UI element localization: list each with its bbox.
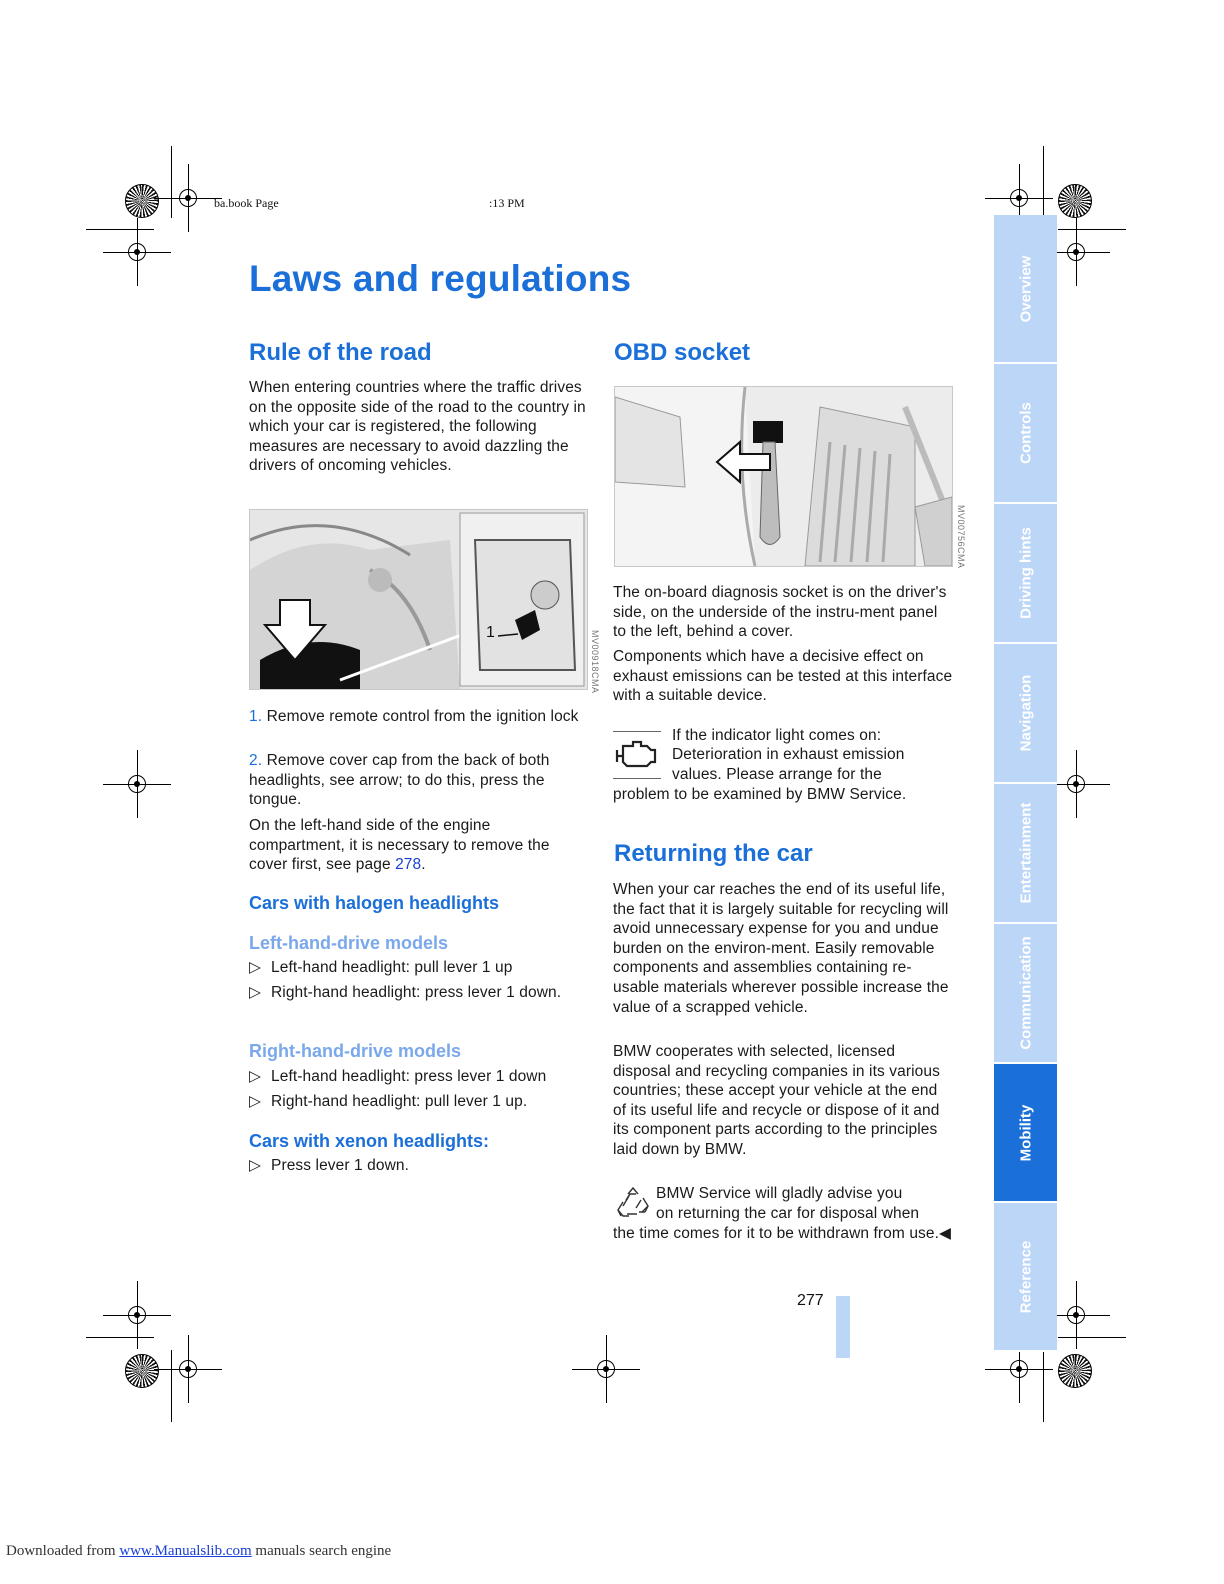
triangle-bullet-icon: ▷ bbox=[249, 984, 262, 1001]
obd-para-1: The on-board diagnosis socket is on the driver's side, on the underside of the instru-ment panel to the left, behind a cover. bbox=[613, 584, 947, 641]
tab-label: Driving hints bbox=[1017, 527, 1034, 619]
tab-reference[interactable] bbox=[994, 1203, 1057, 1352]
tab-label: Controls bbox=[1017, 402, 1034, 464]
recycle-icon bbox=[615, 1186, 651, 1222]
left-side-note: On the left-hand side of the engine compartment, it is necessary to remove the cover first, see page 278. bbox=[249, 817, 550, 874]
figure-code: MV00756CMA bbox=[956, 505, 966, 569]
halogen-heading: Cars with halogen headlights bbox=[249, 893, 500, 913]
triangle-bullet-icon: ▷ bbox=[249, 1157, 262, 1174]
lhd-heading: Left-hand-drive models bbox=[249, 933, 449, 953]
download-footer: Downloaded from www.Manualslib.com manuals search engine bbox=[6, 1543, 392, 1559]
tab-entertainment[interactable] bbox=[994, 784, 1057, 924]
headlight-figure bbox=[249, 509, 588, 690]
rosette-icon bbox=[125, 184, 159, 218]
obd-illustration bbox=[615, 387, 952, 566]
tab-mobility[interactable] bbox=[994, 1064, 1057, 1203]
recycle-note-rest: the time comes for it to be withdrawn from use.◀ bbox=[613, 1225, 952, 1242]
tab-label: Mobility bbox=[1017, 1104, 1034, 1161]
list-item: ▷ Left-hand headlight: pull lever 1 up bbox=[249, 959, 513, 976]
page-number-bar bbox=[836, 1296, 850, 1358]
end-marker-icon: ◀ bbox=[939, 1225, 952, 1242]
tab-label: Navigation bbox=[1017, 674, 1034, 752]
xenon-heading: Cars with xenon headlights: bbox=[249, 1131, 490, 1151]
list-item: ▷ Right-hand headlight: pull lever 1 up. bbox=[249, 1093, 528, 1110]
headlight-illustration bbox=[250, 510, 587, 689]
engine-note-line-4: problem to be examined by BMW Service. bbox=[613, 786, 907, 803]
step-text: Remove cover cap from the back of both headlights, see arrow; to do this, press the tongue. bbox=[249, 752, 550, 809]
engine-note-line-2: Deterioration in exhaust emission bbox=[672, 746, 905, 763]
tab-navigation[interactable] bbox=[994, 644, 1057, 784]
returning-para-2: BMW cooperates with selected, licensed disposal and recycling companies in its various countries; these accept your vehicle at the end of its useful life and recycle or dispose of it and its component parts according to the principles laid down by BMW. bbox=[613, 1043, 940, 1158]
page-number: 277 bbox=[797, 1292, 824, 1309]
figure-code: MV00918CMA bbox=[590, 630, 600, 694]
tab-communication[interactable] bbox=[994, 924, 1057, 1064]
tab-label: Reference bbox=[1017, 1240, 1034, 1313]
time-slug: :13 PM bbox=[489, 196, 525, 210]
step-2 bbox=[249, 751, 587, 810]
rosette-icon bbox=[1058, 184, 1092, 218]
engine-note-line-3: values. Please arrange for the bbox=[672, 766, 882, 783]
list-item: ▷ Press lever 1 down. bbox=[249, 1157, 410, 1174]
triangle-bullet-icon: ▷ bbox=[249, 1093, 262, 1110]
tab-label: Communication bbox=[1017, 936, 1034, 1050]
manualslib-link[interactable]: www.Manualslib.com bbox=[119, 1543, 252, 1559]
page-link[interactable]: 278 bbox=[395, 856, 422, 874]
engine-note-line-1: If the indicator light comes on: bbox=[672, 727, 882, 744]
tab-overview[interactable] bbox=[994, 215, 1057, 364]
section-heading-rule-of-road: Rule of the road bbox=[249, 339, 432, 366]
triangle-bullet-icon: ▷ bbox=[249, 1068, 262, 1085]
engine-warning-icon bbox=[613, 731, 661, 779]
returning-para-1: When your car reaches the end of its useful life, the fact that it is largely suitable for recycling will avoid unnecessary expense for you and undue burden on the environ-ment. Easily removable components and assemblies containing re-usable materials wherever possible increase the value of a scrapped vehicle. bbox=[613, 881, 949, 1016]
step-number: 1. bbox=[249, 708, 263, 725]
page-title: Laws and regulations bbox=[249, 258, 632, 299]
tab-label: Entertainment bbox=[1017, 802, 1034, 904]
recycle-note-line-2: on returning the car for disposal when bbox=[656, 1205, 920, 1222]
rosette-icon bbox=[1058, 1354, 1092, 1388]
list-item: ▷ Left-hand headlight: press lever 1 down bbox=[249, 1068, 547, 1085]
section-heading-obd: OBD socket bbox=[614, 339, 751, 366]
rule-of-road-intro: When entering countries where the traffic drives on the opposite side of the road to the country in which your car is registered, the following measures are necessary to avoid dazzling the drivers of oncoming vehicles. bbox=[249, 379, 586, 475]
recycle-note-line-1: BMW Service will gladly advise you bbox=[656, 1185, 903, 1202]
book-slug: ba.book Page bbox=[214, 196, 279, 210]
tab-label: Overview bbox=[1017, 255, 1034, 322]
step-1 bbox=[249, 707, 587, 727]
step-text: Remove remote control from the ignition lock bbox=[266, 708, 579, 725]
list-item: ▷ Right-hand headlight: press lever 1 down. bbox=[249, 984, 562, 1001]
obd-para-2: Components which have a decisive effect on exhaust emissions can be tested at this interface with a suitable device. bbox=[613, 648, 953, 705]
rosette-icon bbox=[125, 1354, 159, 1388]
figure-callout: 1 bbox=[486, 624, 495, 641]
section-heading-returning: Returning the car bbox=[614, 840, 813, 867]
tab-driving-hints[interactable] bbox=[994, 504, 1057, 644]
triangle-bullet-icon: ▷ bbox=[249, 959, 262, 976]
tab-controls[interactable] bbox=[994, 364, 1057, 504]
step-number: 2. bbox=[249, 752, 263, 769]
rhd-heading: Right-hand-drive models bbox=[249, 1041, 462, 1061]
obd-figure bbox=[614, 386, 953, 567]
